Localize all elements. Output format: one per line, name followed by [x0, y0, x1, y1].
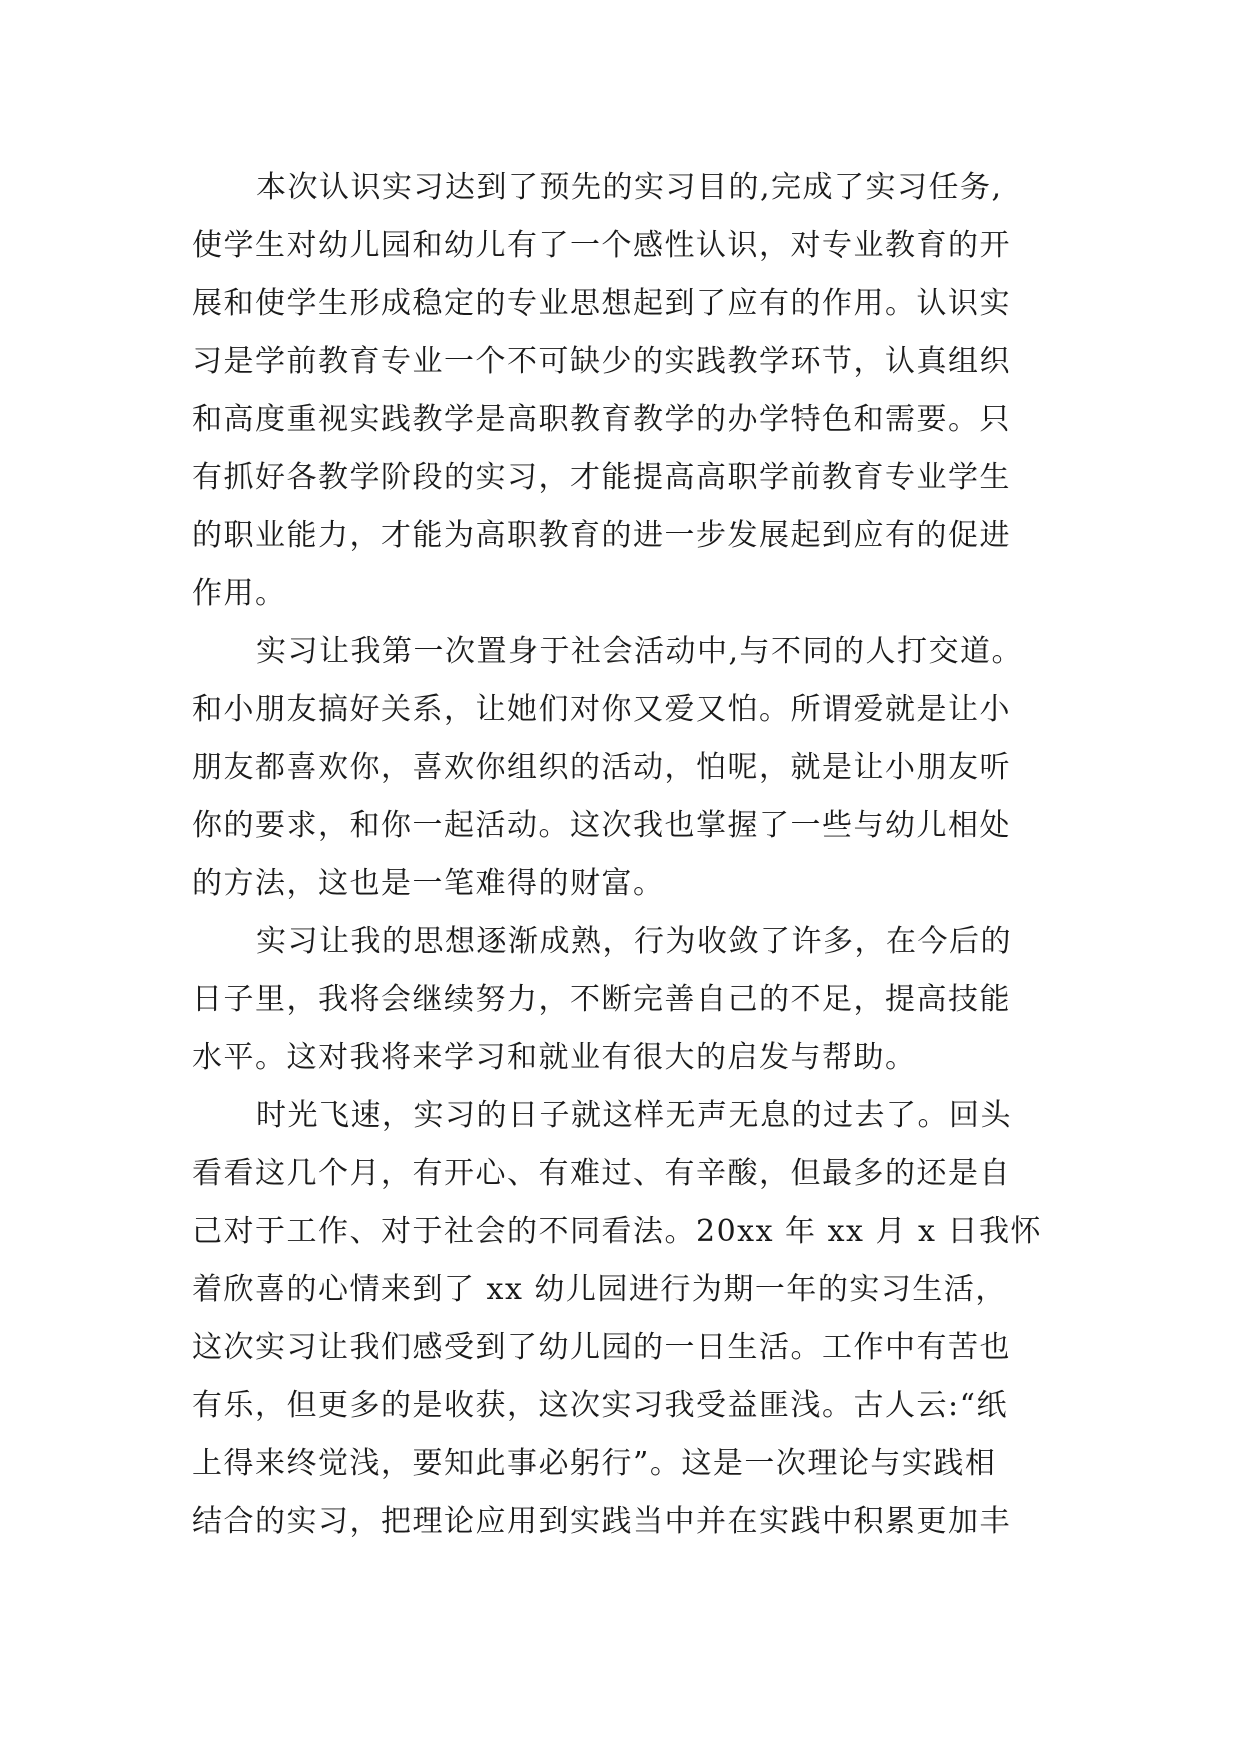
paragraph-1: [192, 159, 1064, 623]
text-line: 习是学前教育专业一个不可缺少的实践教学环节，认真组织: [192, 344, 1011, 379]
text-line: 水平。这对我将来学习和就业有很大的启发与帮助。: [192, 1040, 917, 1075]
text-line: 朋友都喜欢你，喜欢你组织的活动，怕呢，就是让小朋友听: [192, 750, 1011, 785]
text-line: 展和使学生形成稳定的专业思想起到了应有的作用。认识实: [192, 286, 1011, 321]
paragraph-3: [192, 913, 1064, 1087]
text-line: 有抓好各教学阶段的实习，才能提高高职学前教育专业学生: [192, 460, 1011, 495]
text-line: 结合的实习，把理论应用到实践当中并在实践中积累更加丰: [192, 1504, 1011, 1539]
text-line: 的方法，这也是一笔难得的财富。: [192, 866, 665, 901]
text-line: 的职业能力，才能为高职教育的进一步发展起到应有的促进: [192, 518, 1011, 553]
paragraph-4: [192, 1087, 1064, 1551]
text-line: 日子里，我将会继续努力，不断完善自己的不足，提高技能: [192, 982, 1011, 1017]
document-body: [192, 159, 1064, 1551]
text-line: 和高度重视实践教学是高职教育教学的办学特色和需要。只: [192, 402, 1011, 437]
text-line: 上得来终觉浅，要知此事必躬行”。这是一次理论与实践相: [192, 1446, 997, 1481]
text-line: 使学生对幼儿园和幼儿有了一个感性认识，对专业教育的开: [192, 228, 1011, 263]
paragraph-2: [192, 623, 1064, 913]
text-line: 着欣喜的心情来到了 xx 幼儿园进行为期一年的实习生活，: [192, 1272, 1007, 1307]
text-line: 本次认识实习达到了预先的实习目的,完成了实习任务,: [256, 170, 1003, 205]
text-line: 你的要求，和你一起活动。这次我也掌握了一些与幼儿相处: [192, 808, 1011, 843]
text-line: 己对于工作、对于社会的不同看法。20xx 年 xx 月 x 日我怀: [192, 1214, 1042, 1249]
text-line: 和小朋友搞好关系，让她们对你又爱又怕。所谓爱就是让小: [192, 692, 1011, 727]
text-line: 这次实习让我们感受到了幼儿园的一日生活。工作中有苦也: [192, 1330, 1011, 1365]
text-line: 看看这几个月，有开心、有难过、有辛酸，但最多的还是自: [192, 1156, 1011, 1191]
text-line: 有乐，但更多的是收获，这次实习我受益匪浅。古人云:“纸: [192, 1388, 1008, 1423]
text-line: 实习让我的思想逐渐成熟，行为收敛了许多，在今后的: [256, 924, 1012, 959]
text-line: 作用。: [192, 576, 287, 611]
text-line: 实习让我第一次置身于社会活动中,与不同的人打交道。: [256, 634, 1024, 669]
text-line: 时光飞速，实习的日子就这样无声无息的过去了。回头: [256, 1098, 1012, 1133]
